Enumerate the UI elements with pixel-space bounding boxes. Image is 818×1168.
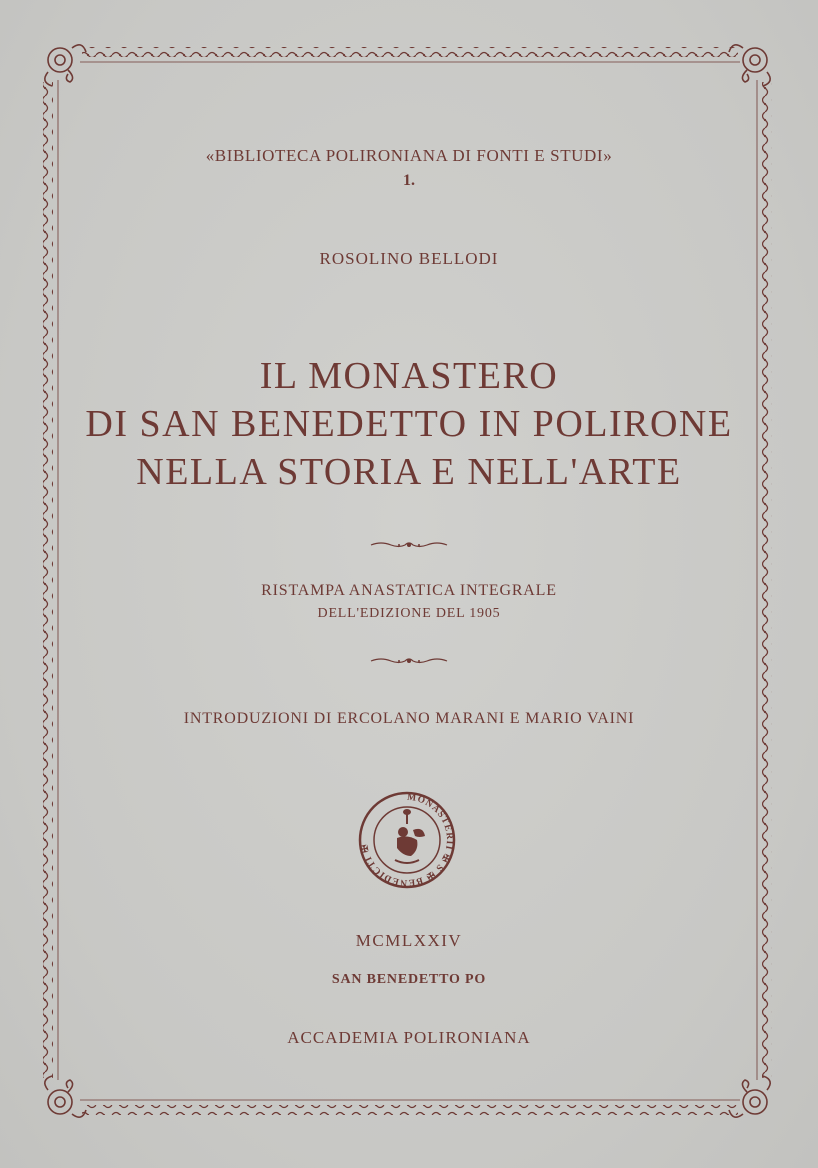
reprint-note-line-1: RISTAMPA ANASTATICA INTEGRALE <box>261 582 557 599</box>
title-line-2: DI SAN BENEDETTO IN POLIRONE <box>85 403 733 445</box>
title-line-1: IL MONASTERO <box>259 355 559 397</box>
corner-flourish-top-left <box>45 45 86 86</box>
ornament-divider-1 <box>369 539 449 551</box>
author-name: ROSOLINO BELLODI <box>319 249 499 268</box>
publisher-name: ACCADEMIA POLIRONIANA <box>287 1028 531 1047</box>
series-title: «BIBLIOTECA POLIRONIANA DI FONTI E STUDI» <box>205 146 613 165</box>
publication-place: SAN BENEDETTO PO <box>331 972 487 987</box>
introductions-credit: INTRODUZIONI DI ERCOLANO MARANI E MARIO VAINI <box>183 710 635 727</box>
monastery-seal <box>357 790 457 890</box>
publication-year: MCMLXXIV <box>355 931 463 950</box>
reprint-note-line-2: DELL'EDIZIONE DEL 1905 <box>317 606 501 621</box>
book-title <box>0 352 818 496</box>
title-line-3: NELLA STORIA E NELL'ARTE <box>136 451 682 493</box>
corner-flourish-bottom-left <box>45 1076 86 1117</box>
ornament-divider-2 <box>369 655 449 667</box>
volume-number: 1. <box>403 172 415 189</box>
svg-text:MONASTERII ✠ S ✠ BENEDICTI ✠: MONASTERII ✠ S ✠ BENEDICTI ✠ <box>359 792 455 888</box>
